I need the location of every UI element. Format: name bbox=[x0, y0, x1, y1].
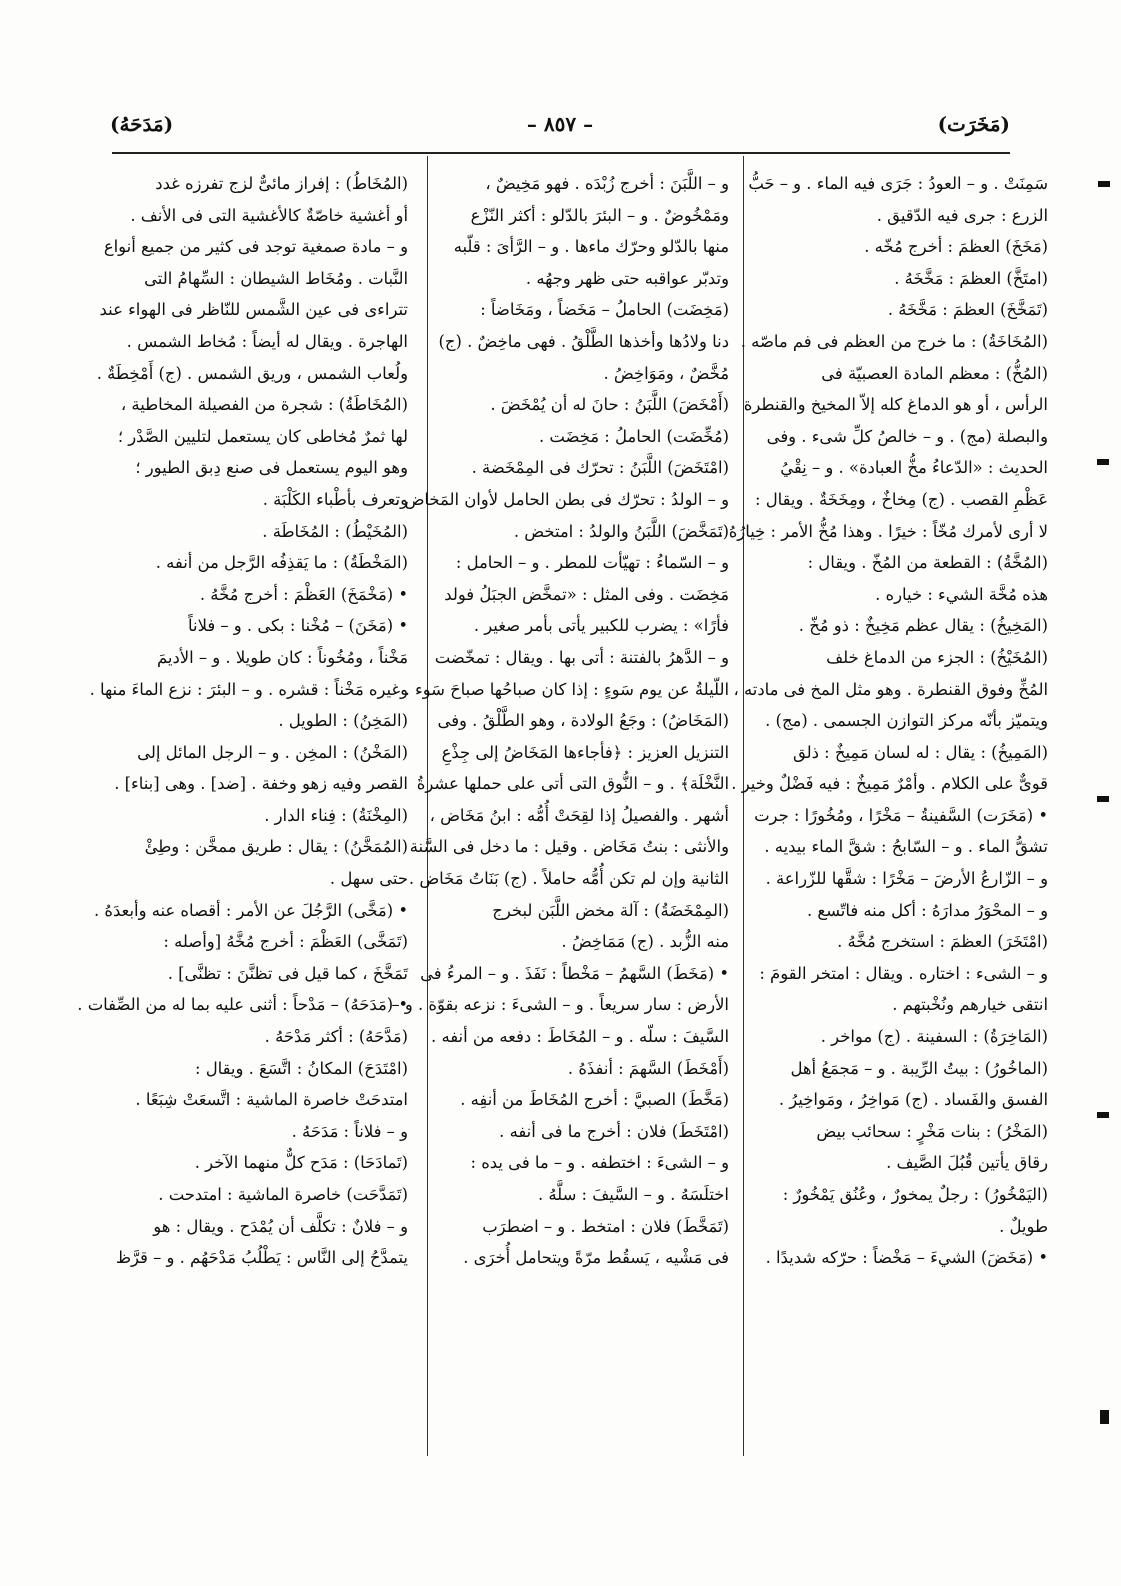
text-line: و – مادة صمغية توجد فى كثير من جميع أنواع bbox=[103, 237, 408, 257]
text-line: (امتَخَّ) العظمَ : مَخَّخَهُ . bbox=[894, 268, 1048, 288]
text-line: (مُخِّضَت) الحاملُ : مَخِضَت . bbox=[538, 426, 729, 446]
margin-tab-mark bbox=[1098, 181, 1110, 187]
header-first-entry: (مَخَرَت) bbox=[937, 112, 1010, 136]
text-line: (المُمَخَّنُ) : يقال : طريق ممخَّن : وطِئْ bbox=[144, 837, 408, 857]
text-line: (اليَمْخُورُ) : رجلٌ يمخورٌ ، وعُنُق يَمْخُورٌ : bbox=[782, 1185, 1048, 1204]
text-line: وغيره مَخْناً : قشره . و – البئرَ : نزع الماءَ منها . bbox=[89, 679, 408, 699]
text-line: والبصلة (مج) . و – خالصُ كلِّ شىء . وفى bbox=[766, 426, 1048, 446]
text-line: (مَخَخَ) العظمَ : أخرج مُخّه . bbox=[864, 237, 1048, 257]
column-middle bbox=[391, 168, 729, 1458]
text-line: انتقى خيارهم ونُخْبتهم . bbox=[892, 995, 1048, 1015]
text-line: ويتميّز بأنّه مركز التوازن الجسمى . (مج) . bbox=[765, 711, 1048, 731]
text-line: (المُخَاطُ) : إفراز مائىٌّ لزج تفرزه غدد bbox=[155, 174, 408, 193]
text-line: منه الزُّبد . (ج) مَمَاخِضُ . bbox=[561, 932, 729, 952]
text-line: • (مَخَّى) الرَّجُلَ عن الأمر : أقصاه عنه وأبعدَهُ . bbox=[93, 900, 408, 920]
text-line: • (مَدَحَهُ) – مَدْحاً : أثنى عليه بما له من الصِّفات . bbox=[77, 995, 408, 1015]
text-line: (امْتَدَحَ) المكانُ : اتَّسَعَ . ويقال : bbox=[194, 1058, 408, 1078]
margin-tab-mark bbox=[1100, 1410, 1109, 1424]
text-line: النَّبات . ومُخَاط الشيطان : السِّهامُ التى bbox=[144, 268, 408, 288]
text-line: لها ثمرٌ مُخاطى كان يستعمل لتليين الصَّدْر ؛ bbox=[117, 426, 408, 446]
text-line: ولُعاب الشمس ، وريق الشمس . (ج) أَمْخِطَةٌ . bbox=[96, 363, 408, 383]
text-line: و – الولدُ : تحرّك فى بطن الحامل لأوان المَخاض . bbox=[394, 489, 729, 509]
text-line: (تَمَخَّضَ) اللَّبَنُ والولدُ : امتخض . bbox=[513, 521, 729, 541]
text-line: و – السّماءُ : تهيّأت للمطر . و – الحامل : bbox=[455, 553, 729, 573]
text-line: و – الشىء : اختاره . ويقال : امتخر القومَ : bbox=[759, 963, 1048, 983]
text-line: تَمَخَّخَ ، كما قيل فى تظنَّنَ : تظنَّى] . bbox=[167, 963, 408, 983]
text-line: (المَاخِرَةُ) : السفينة . (ج) مواخر . bbox=[820, 1027, 1048, 1047]
column-left bbox=[77, 168, 408, 1458]
text-line: طويلٌ . bbox=[999, 1216, 1048, 1236]
text-line: (تَمَخَّطَ) فلان : امتخط . و – اضطرَب bbox=[482, 1216, 729, 1236]
text-line: لا أرى لأمرك مُخّاً : خيرًا . وهذا مُخُّ الأمر : خِيارُهُ . bbox=[718, 521, 1048, 541]
text-line: الهاجرة . ويقال له أيضاً : مُخاط الشمس . bbox=[126, 331, 408, 351]
text-line: دنا ولادُها وأخذها الطَّلْقُ . فهى ماخِضٌ . (ج) bbox=[438, 331, 729, 351]
text-line: اختلَسَهُ . و – السَّيفَ : سلَّهُ . bbox=[537, 1185, 729, 1204]
margin-tab-mark bbox=[1097, 459, 1109, 465]
text-line: القصر وفيه زهو وخفة . [ضد] . وهى [بناء] . bbox=[114, 774, 408, 794]
text-line: و – الشىءَ : اختطفه . و – ما فى يده : bbox=[470, 1153, 729, 1173]
text-line: (تَمَخَّى) العَظْمَ : أخرج مُخَّهُ [وأصله : bbox=[163, 932, 408, 952]
text-line: (المُخَيْطُ) : المُخَاطَة . bbox=[262, 521, 408, 541]
text-line: (المَخْنُ) : المخِن . و – الرجل المائل إلى bbox=[137, 742, 408, 762]
text-line: (مَخَّطَ) الصبيَّ : أخرج المُخَاطَ من أنفِه . bbox=[460, 1090, 729, 1110]
text-line: و – الدَّهرُ بالفتنة : أتى بها . ويقال : تمخّضت bbox=[434, 647, 729, 667]
text-line: الرأس ، أو هو الدماغ كله إلاّ المخيخ والقنطرة bbox=[743, 395, 1048, 415]
text-line: (تَمادَحَا) : مَدَح كلٌّ منهما الآخر . bbox=[194, 1153, 408, 1173]
text-line: و – فلاناً : مَدَحَهُ . bbox=[291, 1121, 408, 1141]
margin-tab-mark bbox=[1097, 1112, 1109, 1118]
text-line: النَّخْلَة﴾ . و – النُّوق التى أتى على حملها عشرةُ bbox=[416, 774, 729, 794]
text-line: رقاق يأتين قُبُلَ الصَّيف . bbox=[886, 1153, 1048, 1173]
text-line: و – المحْوَرُ مدارَهُ : أكل منه فاتّسع . bbox=[807, 900, 1048, 920]
header-rule bbox=[112, 152, 1010, 154]
text-line: قوىٌّ على الكلام . وأمْرٌ مَمِيخٌ : فيه فَضْلٌ وخير . bbox=[731, 774, 1048, 794]
text-line: الأرض : سار سريعاً . و – الشىءَ : نزعه بقوّة . و – bbox=[391, 995, 729, 1015]
text-line: أو أغشية خاصّةٌ كالأغشية التى فى الأنف . bbox=[130, 205, 408, 225]
text-line: و – اللَّبَنَ : أخرج زُبْدَه . فهو مَخِيضٌ ، bbox=[485, 174, 729, 193]
text-line: (المَخِنُ) : الطويل . bbox=[278, 711, 408, 731]
text-line: يتمدَّحُ إلى النَّاس : يَطْلُبُ مَدْحَهُم . و – قرَّظ bbox=[115, 1248, 408, 1268]
text-line: ومَمْخُوضٌ . و – البئرَ بالدّلو : أكثر النّزْع bbox=[470, 205, 729, 225]
column-right bbox=[718, 168, 1048, 1458]
text-line: أشهر . والفصيلُ إذا لقِحَتْ أُمُّه : ابنُ مَخَاض ، bbox=[429, 805, 729, 825]
text-line: • (مَخْمَخَ) العَظْمَ : أخرج مُخَّهُ . bbox=[199, 584, 408, 604]
text-line: مَخِضَت . وفى المثل : «تمخَّض الجبَلُ فولد bbox=[444, 584, 729, 604]
column-divider bbox=[427, 156, 428, 1456]
text-line: (المُخَّةُ) : القطعة من المُخّ . ويقال : bbox=[807, 553, 1048, 573]
text-line: (المَمِيخُ) : يقال : له لسان مَمِيخٌ : ذلق bbox=[793, 742, 1048, 762]
text-line: (المُخُّ) : معظم المادة العصبيّة فى bbox=[821, 363, 1048, 383]
text-line: والأنثى : بنتُ مَخَاض . وقيل : ما دخل فى السَّنة bbox=[409, 837, 729, 857]
text-line: (المَخِيخُ) : يقال عظم مَخِيخٌ : ذو مُخّ . bbox=[798, 616, 1048, 636]
text-line: (امْتَخَطَ) فلان : أخرج ما فى أنفه . bbox=[499, 1121, 729, 1141]
text-line: منها بالدّلو وحرّك ماءها . و – الرَّأىَ : قلّبه bbox=[453, 237, 729, 257]
text-line: السَّيفَ : سلّه . و – المُخَاطَ : دفعه من أنفه . bbox=[431, 1027, 729, 1047]
text-line: (تَمَخَّخَ) العظمَ : مَخَّخَهُ . bbox=[887, 300, 1048, 320]
header-last-entry: (مَدَحَهُ) bbox=[110, 112, 174, 136]
text-line: (مَخِضَت) الحاملُ – مَخَضاً ، ومَخَاضاً : bbox=[480, 300, 729, 320]
text-line: (المِخْنَةُ) : فِناء الدار . bbox=[264, 805, 408, 825]
text-line: الفسق والفَساد . (ج) مَواخِرُ ، ومَواخِيرُ . bbox=[778, 1090, 1048, 1110]
text-line: و – الزّارعُ الأرضَ – مَخْرًا : شقَّها للزّراعة . bbox=[765, 869, 1048, 889]
text-line: (المَخَاضُ) : وجَعُ الولادة ، وهو الطَّلْقُ . وفى bbox=[437, 711, 729, 731]
text-line: الثانية وإن لم تكن أُمُّه حاملاً . (ج) بَنَاتُ مَخَاض . bbox=[408, 869, 729, 889]
text-line: (مَدَّحَهُ) : أكثر مَدْحَهُ . bbox=[264, 1027, 408, 1047]
text-line: (المَخْطَةُ) : ما يَقذِفُه الرَّجل من أنفه . bbox=[155, 553, 408, 573]
margin-tab-mark bbox=[1097, 796, 1109, 802]
text-line: (أَمْخَضَ) اللَّبَنُ : حانَ له أن يُمْخَضَ . bbox=[490, 395, 729, 415]
text-line: تتراءى فى عين الشَّمس للنّاظر فى الهواء عند bbox=[99, 300, 408, 320]
text-line: فى مَشْيه ، يَسقُط مرّةً ويتحامل أُخرَى . bbox=[463, 1248, 729, 1268]
text-line: مُخَّضٌ ، ومَوَاخِضُ . bbox=[603, 363, 729, 383]
text-line: • (مَخَنَ) – مُخْنا : بكى . و – فلاناً bbox=[188, 616, 408, 636]
text-line: تشقُّ الماء . و – السّابحُ : شقَّ الماء بيديه . bbox=[764, 837, 1048, 857]
text-line: الحديث : «الدّعاءُ مخُّ العبادة» . و – نِقْيُ bbox=[780, 458, 1048, 478]
text-line: اللّيلةُ عن يوم سَوءٍ : إذا كان صباحُها صباحَ سَوء . bbox=[404, 679, 729, 699]
text-line: (المُخَاطَةُ) : شجرة من الفصيلة المخاطية ، bbox=[120, 395, 408, 415]
text-line: (المَخْرُ) : بنات مَخْرٍ : سحائب بيض bbox=[816, 1121, 1048, 1141]
text-line: و – فلانٌ : تكلَّف أن يُمْدَح . ويقال : هو bbox=[153, 1216, 408, 1236]
text-line: فأرًا» : يضرب للكبير يأتى بأمر صغير . bbox=[473, 616, 729, 636]
text-line: • (مَخَرَت) السَّفينةُ – مَخْرًا ، ومُخُورًا : جرت bbox=[754, 805, 1048, 825]
text-line: (المِمْخَضَةُ) : آلة مخض اللَّبَن لبخرج bbox=[492, 900, 729, 920]
text-line: عَظْمِ القصب . (ج) مِخاخٌ ، ومِخَخَةٌ . ويقال : bbox=[754, 489, 1048, 509]
text-line: (المُخَاخَةُ) : ما خرج من العظم فى فم ماصّه . bbox=[740, 331, 1048, 351]
text-line: امتدحَتْ خاصرة الماشية : اتَّسعَتْ شِبَعًا . bbox=[135, 1090, 408, 1110]
text-line: (امْتَخَضَ) اللَّبَنُ : تحرّك فى المِمْخَضة . bbox=[471, 458, 729, 478]
text-line: الزرع : جرى فيه الدّقيق . bbox=[876, 205, 1048, 225]
text-line: (امْتَخَرَ) العظمَ : استخرج مُخَّهُ . bbox=[837, 932, 1048, 952]
text-line: وهو اليوم يستعمل فى صنع دِبق الطيور ؛ bbox=[135, 458, 408, 478]
page-header bbox=[110, 112, 1010, 146]
text-line: وتعرف بأطْباء الكَلْبَة . bbox=[262, 489, 408, 509]
text-line: (الماخُورُ) : بيتُ الرِّيبة . و – مَجمَعُ أهل bbox=[790, 1058, 1048, 1078]
text-line: (أَمْخَطَ) السَّهمَ : أنفذَهُ . bbox=[567, 1058, 729, 1078]
text-line: وتدبّر عواقبه حتى ظهر وجهُه . bbox=[525, 268, 729, 288]
text-line: • (مَخَضَ) الشيءَ – مَخْضاً : حرّكه شديدًا . bbox=[765, 1248, 1048, 1268]
page-number: – ٨٥٧ – bbox=[526, 112, 594, 136]
text-line: سَمِنَتْ . و – العودُ : جَرَى فيه الماء . و – حَبُّ bbox=[748, 174, 1048, 193]
text-line: هذه مُخَّة الشيء : خياره . bbox=[875, 584, 1048, 604]
text-line: • (مَخَطَ) السَّهمُ – مَخْطاً : نَفَذَ . و – المرءُ فى bbox=[420, 963, 729, 983]
text-line: حتى سهل . bbox=[329, 869, 408, 889]
text-line: مَخْناً ، ومُخُوناً : كان طويلا . و – الأديمَ bbox=[157, 647, 408, 667]
text-line: (تَمَدَّحَت) خاصرة الماشية : امتدحت . bbox=[158, 1185, 408, 1204]
text-line: التنزيل العزيز : ﴿فأجاءها المَخَاضُ إلى جِذْعِ bbox=[441, 742, 729, 762]
text-line: المُخِّ وفوق القنطرة . وهو مثل المخ فى مادته ، bbox=[733, 679, 1048, 699]
text-line: (المُخَيْخُ) : الجزء من الدماغ خلف bbox=[826, 647, 1048, 667]
